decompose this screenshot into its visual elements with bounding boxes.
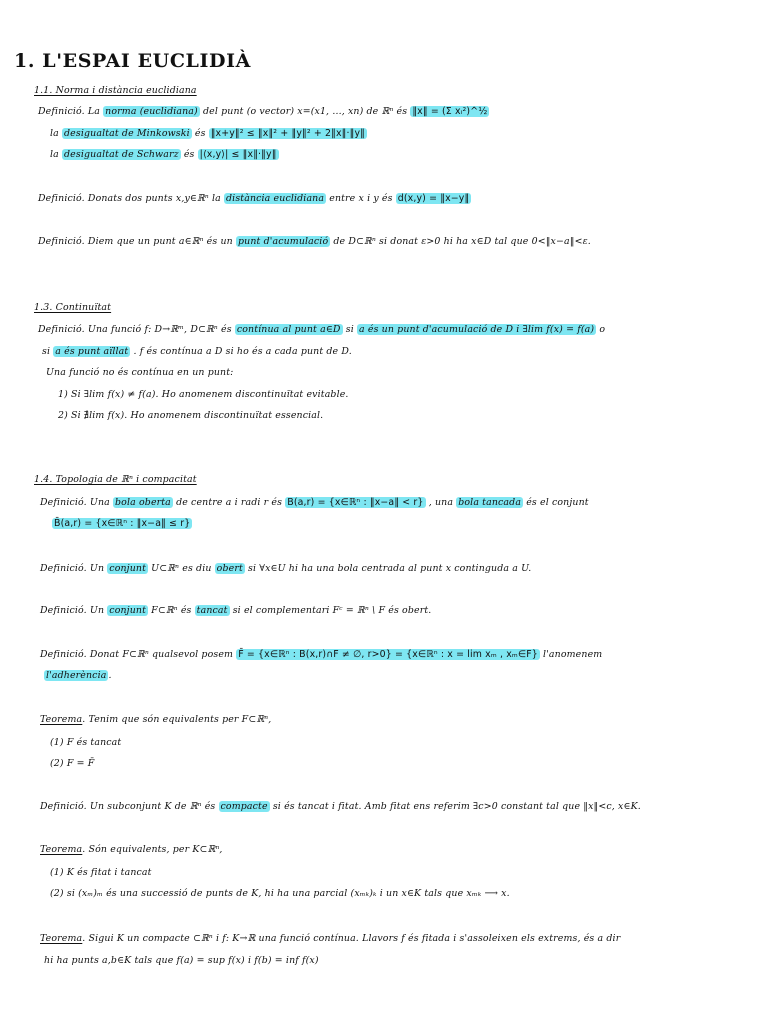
text: la	[50, 128, 59, 139]
page-title: 1. L'ESPAI EUCLIDIÀ	[14, 50, 251, 72]
theorem-label: Teorema	[40, 844, 83, 855]
highlight-compact: compacte	[220, 801, 268, 812]
text: la	[50, 149, 59, 160]
section-heading-1-4: 1.4. Topologia de ℝⁿ i compacitat	[34, 474, 197, 485]
theorem-compact	[40, 843, 223, 857]
discontinuity-intro: Una funció no és contínua en un punt:	[46, 367, 234, 378]
formula-minkowski: ‖x+y‖² ≤ ‖x‖² + ‖y‖² + 2‖x‖·‖y‖	[210, 128, 366, 139]
text: , una	[428, 497, 454, 508]
continuity-isolated	[42, 345, 352, 359]
text: Definició. Donats dos punts x,y∈ℝⁿ la	[38, 193, 221, 204]
minkowski-line	[50, 127, 367, 141]
highlight-open-ball: bola oberta	[115, 497, 171, 508]
highlight-set: conjunt	[109, 563, 147, 574]
text: . Tenim que són equivalents per F⊂ℝⁿ,	[82, 714, 272, 725]
text: Definició. Donat F⊂ℝⁿ qualsevol posem	[40, 649, 234, 660]
text: Definició. Un subconjunt K de ℝⁿ és	[40, 801, 216, 812]
theorem-label: Teorema	[40, 714, 83, 725]
formula-adherence: F̄ = {x∈ℝⁿ : B(x,r)∩F ≠ ∅, r>0} = {x∈ℝⁿ : x = lim xₘ , xₘ∈F}	[238, 649, 538, 660]
discontinuity-removable: 1) Si ∃lim f(x) ≠ f(a). Ho anomenem discontinuïtat evitable.	[58, 389, 349, 400]
definition-continuity	[38, 323, 605, 337]
definition-balls	[40, 496, 589, 510]
text: Definició. Una	[40, 497, 110, 508]
discontinuity-essential: 2) Si ∄lim f(x). Ho anomenem discontinuïtat essencial.	[58, 410, 324, 421]
highlight-accumulation: punt d'acumulació	[238, 236, 329, 247]
theorem-extremes-line-2: hi ha punts a,b∈K tals que f(a) = sup f(x) i f(b) = inf f(x)	[44, 955, 319, 966]
formula-schwarz: |⟨x,y⟩| ≤ ‖x‖·‖y‖	[199, 149, 277, 160]
theorem-closed-item-2: (2) F = F̄	[50, 758, 95, 769]
highlight-accumulation-limit: a és un punt d'acumulació de D i ∃lim f(x) = f(a)	[359, 324, 595, 335]
text: és	[183, 149, 195, 160]
text: si	[345, 324, 354, 335]
section-heading-1-3: 1.3. Continuïtat	[34, 302, 112, 313]
definition-norm	[38, 105, 489, 119]
highlight-distance: distància euclidiana	[226, 193, 325, 204]
definition-closed-set	[40, 604, 431, 618]
highlight-schwarz: desigualtat de Schwarz	[64, 149, 179, 160]
theorem-closed	[40, 713, 271, 727]
theorem-extremes	[40, 932, 620, 946]
text: és	[194, 128, 206, 139]
text: . Són equivalents, per K⊂ℝⁿ,	[82, 844, 223, 855]
highlight-set-2: conjunt	[109, 605, 147, 616]
text: o	[599, 324, 606, 335]
text: de centre a i radi r és	[176, 497, 283, 508]
text: si el complementari Fᶜ = ℝⁿ \ F és obert.	[232, 605, 432, 616]
definition-accumulation	[38, 235, 591, 249]
text: .	[108, 670, 112, 681]
text: Definició. Un	[40, 563, 105, 574]
definition-distance	[38, 192, 471, 206]
formula-distance: d(x,y) = ‖x−y‖	[397, 193, 470, 204]
text: si	[42, 346, 51, 357]
theorem-closed-item-1: (1) F és tancat	[50, 737, 122, 748]
text: si ∀x∈U hi ha una bola centrada al punt x continguda a U.	[248, 563, 532, 574]
text: Definició. Una funció f: D→ℝᵐ, D⊂ℝⁿ és	[38, 324, 232, 335]
text: F⊂ℝⁿ és	[151, 605, 192, 616]
theorem-compact-item-2: (2) si (xₘ)ₘ és una successió de punts de K, hi ha una parcial (xₘₖ)ₖ i un x∈K tals que xₘₖ ⟶ x.	[50, 888, 510, 899]
text: Definició. Un	[40, 605, 105, 616]
definition-open-set	[40, 562, 531, 576]
highlight-isolated-point: a és punt aïllat	[55, 346, 129, 357]
formula-norm: ‖x‖ = (Σ xᵢ²)^½	[412, 106, 488, 117]
definition-adherence	[40, 648, 602, 662]
text: Definició. Diem que un punt a∈ℝⁿ és un	[38, 236, 233, 247]
text: de D⊂ℝⁿ si donat ε>0 hi ha x∈D tal que 0<‖x−a‖<ε.	[333, 236, 591, 247]
highlight-adherence: l'adherència	[46, 670, 107, 681]
text: . Sigui K un compacte ⊂ℝⁿ i f: K→ℝ una funció contínua. Llavors f és fitada i s'assoleixen els extrems, és a dir	[82, 933, 621, 944]
highlight-open: obert	[216, 563, 243, 574]
formula-open-ball: B(a,r) = {x∈ℝⁿ : ‖x−a‖ < r}	[287, 497, 424, 508]
schwarz-line	[50, 148, 279, 162]
closed-ball-formula-line	[52, 517, 192, 531]
highlight-continuous-point: contínua al punt a∈D	[236, 324, 341, 335]
text: és el conjunt	[526, 497, 589, 508]
text: Definició. La	[38, 106, 101, 117]
adherence-line	[44, 669, 112, 683]
formula-closed-ball: B̄(a,r) = {x∈ℝⁿ : ‖x−a‖ ≤ r}	[54, 518, 191, 529]
theorem-compact-item-1: (1) K és fitat i tancat	[50, 867, 152, 878]
text: si és tancat i fitat. Amb fitat ens referim ∃c>0 constant tal que ‖x‖<c, x∈K.	[272, 801, 641, 812]
text: del punt (o vector) x=(x1, ..., xn) de ℝⁿ és	[203, 106, 408, 117]
text: l'anomenem	[543, 649, 603, 660]
theorem-label: Teorema	[40, 933, 83, 944]
highlight-minkowski: desigualtat de Minkowski	[64, 128, 190, 139]
highlight-closed-ball: bola tancada	[458, 497, 522, 508]
definition-compact	[40, 800, 641, 814]
text: entre x i y és	[329, 193, 393, 204]
highlight-norm: norma (euclidiana)	[105, 106, 198, 117]
highlight-closed: tancat	[196, 605, 228, 616]
text: . f és contínua a D si ho és a cada punt de D.	[133, 346, 352, 357]
text: U⊂ℝⁿ es diu	[151, 563, 212, 574]
section-heading-1-1: 1.1. Norma i distància euclidiana	[34, 85, 197, 96]
